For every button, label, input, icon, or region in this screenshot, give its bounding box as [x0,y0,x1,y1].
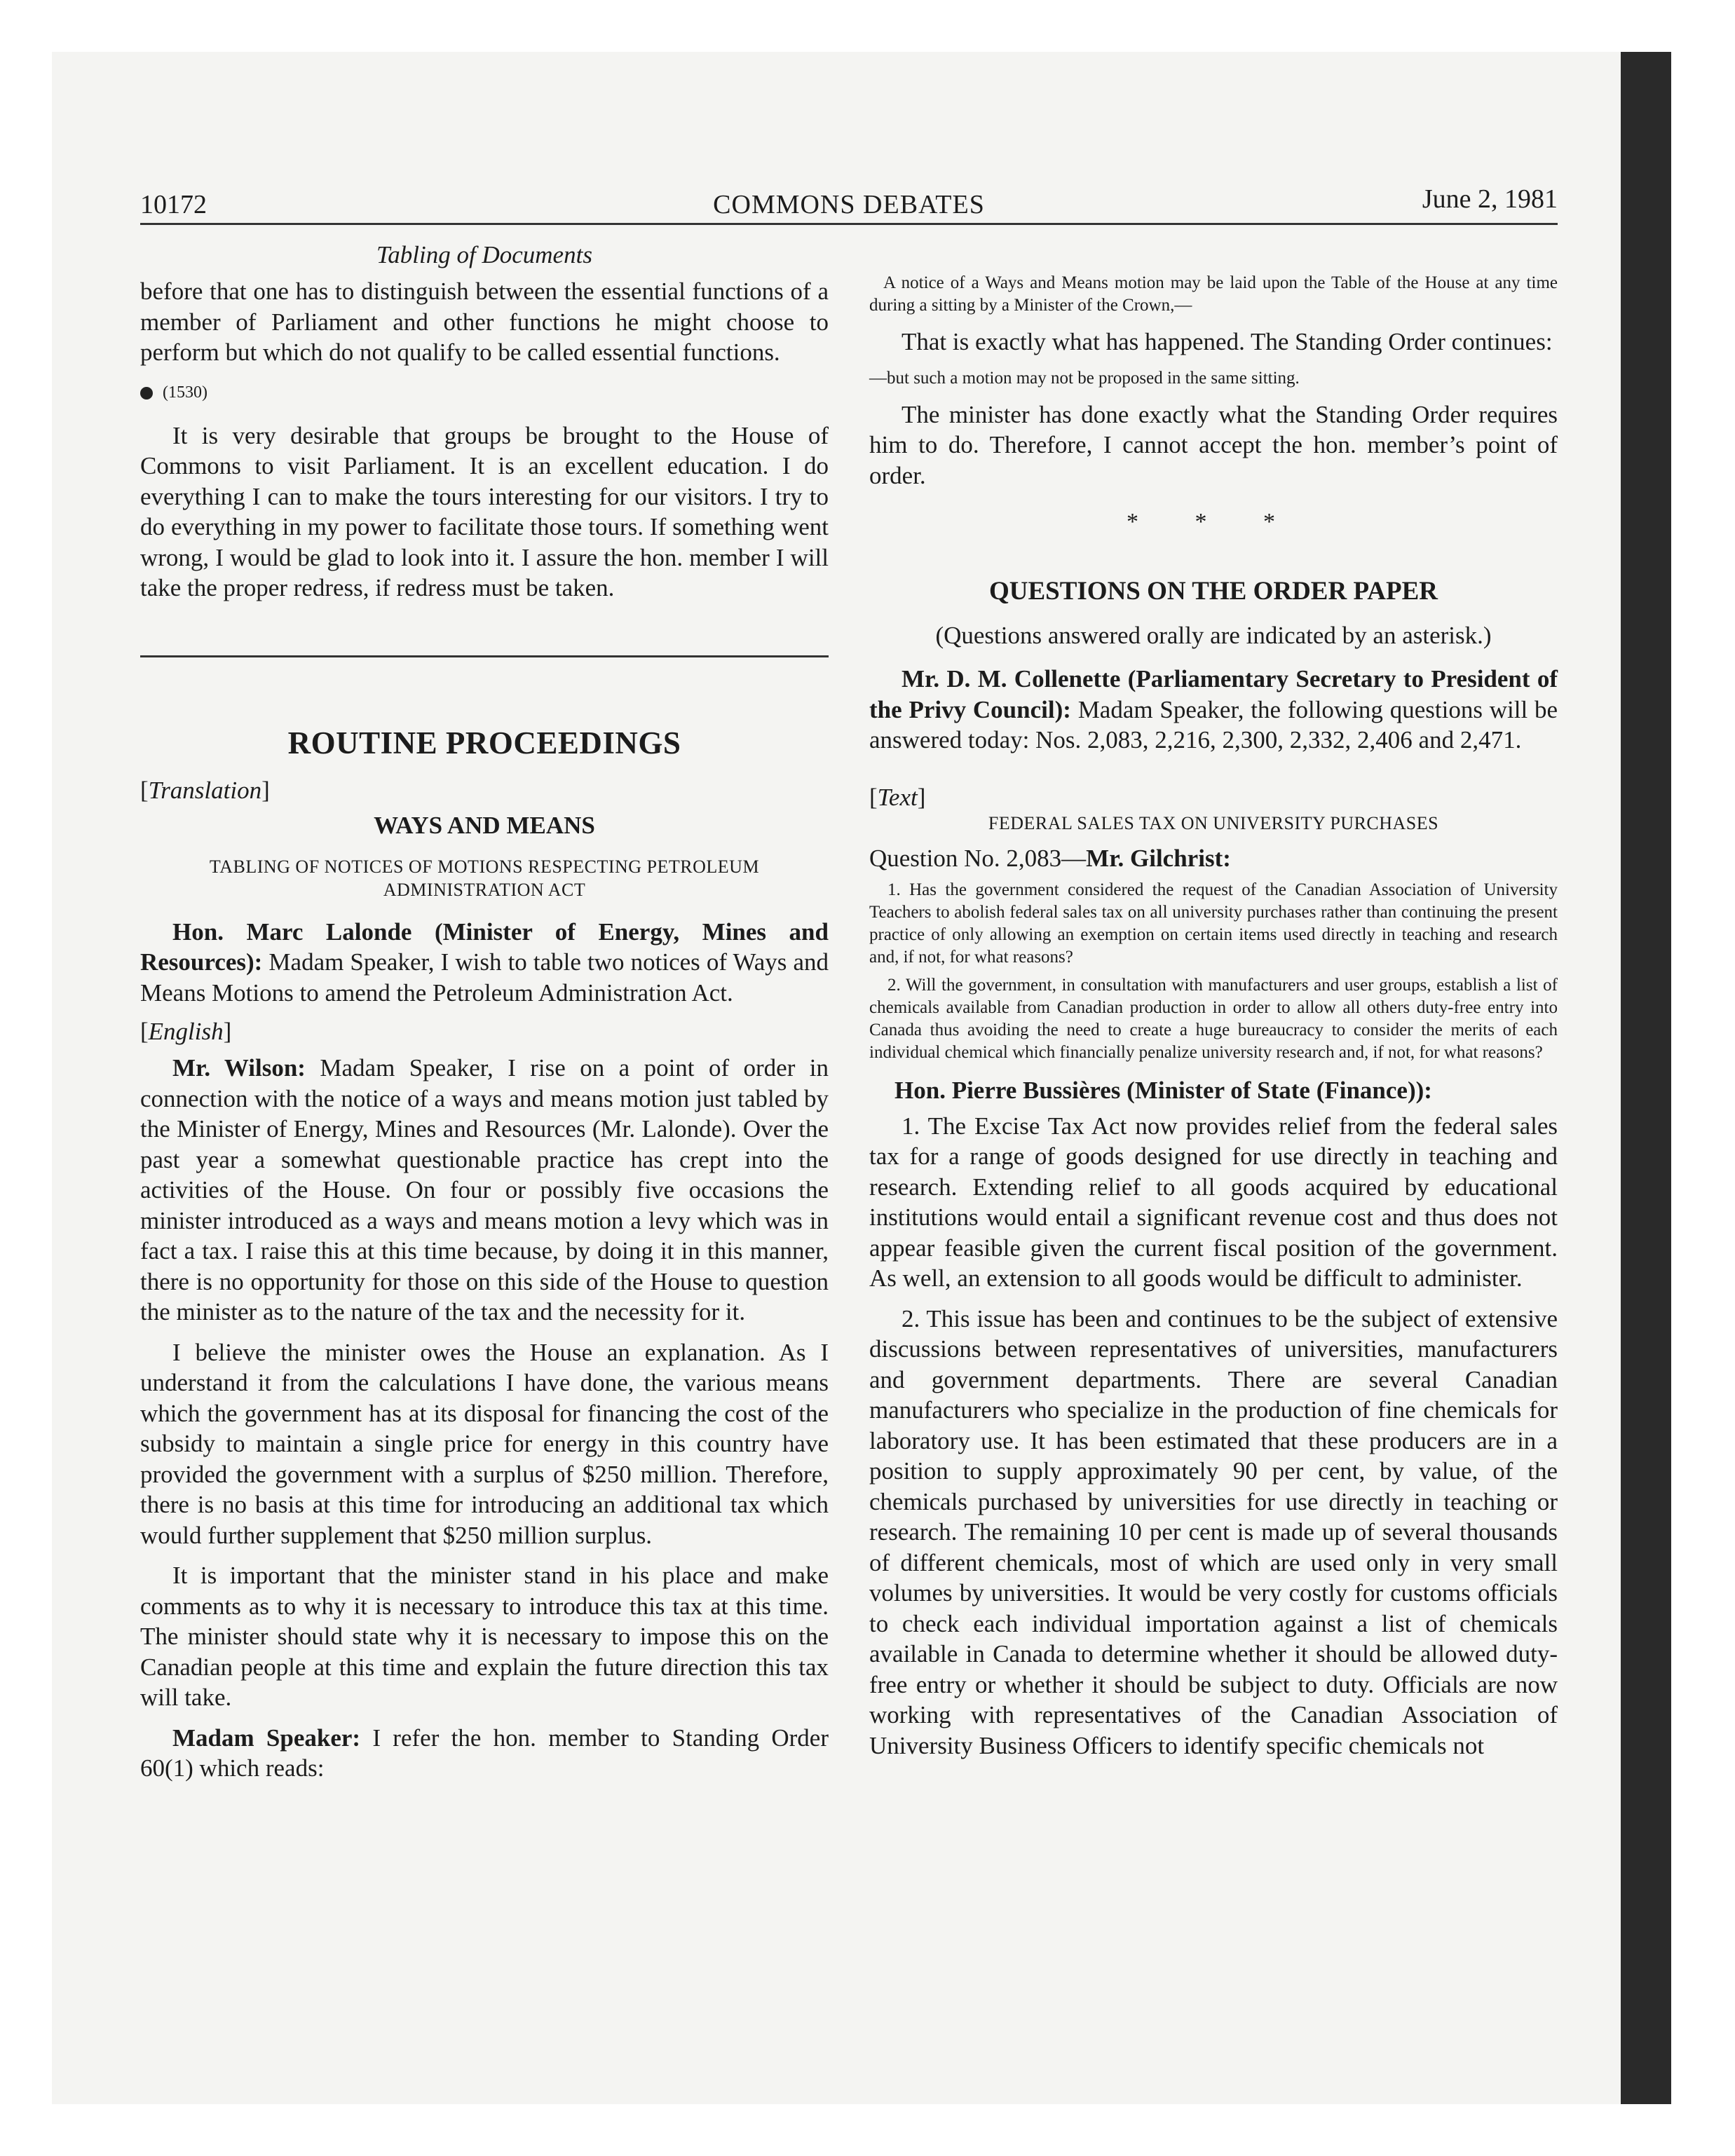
right-column [869,236,1558,1770]
speech-lalonde [140,917,829,1009]
page-number: 10172 [140,190,207,219]
speaker-name: Madam Speaker: [172,1724,361,1752]
question-heading [869,843,1558,873]
time-marker [140,383,829,402]
language-note-text: Text [877,783,918,811]
subsection-title: WAYS AND MEANS [374,811,595,839]
subsubsection-title: TABLING OF NOTICES OF MOTIONS RESPECTING PETROLEUM ADMINISTRATION ACT [209,856,760,900]
language-note: [Text] [869,783,926,811]
paragraph: That is exactly what has happened. The Standing Order continues: [901,328,1553,355]
language-note-text: English [148,1018,224,1045]
section-title: ROUTINE PROCEEDINGS [287,725,681,760]
answer-part-2: 2. This issue has been and continues to be the subject of extensive discussions between representatives of universities, manufacturers and government departments. There are several Canadian manufacturers who specialize in the production of fine chemicals for laboratory use. It has been estimated that these producers are in a position to supply approximately 90 per cent, by value, of the chemicals purchased by universities for use directly in teaching or research. The remaining 10 per cent is made up of several thousands of different chemicals, most of which are used only in very small volumes by universities. It would be very costly for customs officials to check each individual importation against a list of chemicals available in Canada to determine whether it should be allowed duty-free entry or whether it should be subject to duty. Officials are now working with representatives of the Canadian Association of University Business Officers to identify specific chemicals not [869,1304,1558,1759]
speech-text: Madam Speaker, the following questions will be answered today: Nos. 2,083, 2,216, 2,300, 2,332, 2,406 and 2,471. [869,695,1558,753]
speaker-name: Hon. Pierre Bussières (Minister of State (Finance)): [894,1076,1432,1104]
paragraph: The minister has done exactly what the Standing Order requires him to do. Therefore, I cannot accept the hon. member’s point of order. [869,400,1558,489]
speech-text: I refer the hon. member to Standing Order 60(1) which reads: [140,1724,829,1782]
publication-title: COMMONS DEBATES [713,190,985,219]
section-title: QUESTIONS ON THE ORDER PAPER [988,577,1438,606]
speech-collenette [869,664,1558,756]
speaker-name: Mr. Wilson: [172,1054,306,1082]
question-member: Mr. Gilchrist: [1086,844,1231,872]
asterisk-note: (Questions answered orally are indicated by an asterisk.) [935,622,1492,649]
question-number: Question No. 2,083— [869,844,1087,872]
section-break-stars: * * * [1127,509,1300,535]
quotation: —but such a motion may not be proposed in the same sitting. [869,368,1300,388]
speech-text: Madam Speaker, I rise on a point of order in connection with the notice of a ways and means motion just tabled by the Minister of Energy, Mines and Resources (Mr. Lalonde). Over the past year a somewhat questionable practice has crept into the activities of the House. On four or possibly five occasions the minister introduced as a ways and means motion a levy which was in fact a tax. I raise this at this time because, by doing it in this manner, there is no opportunity for those on this side of the House to question the minister as to the nature of the tax and the necessity for it. [140,1054,829,1325]
binding-edge [1621,52,1671,2104]
paragraph: It is important that the minister stand in his place and make comments as to why it is necessary to introduce this tax at this time. The minister should state why it is necessary to impose this on the Canadian people at this time and explain the future direction this tax will take. [140,1562,829,1711]
answer-part-1: 1. The Excise Tax Act now provides relief from the federal sales tax for a range of goods designed for use directly in teaching and research. Extending relief to all goods acquired by educational institutions would entail a significant revenue cost and thus does not appear feasible given the current fiscal position of the government. As well, an extension to all goods would be difficult to administer. [869,1112,1558,1292]
paragraph: before that one has to distinguish between the essential functions of a member of Parliament and other functions he might choose to perform but which do not qualify to be called essential functions. [140,278,829,366]
language-note: [Translation] [140,776,270,804]
language-note: [English] [140,1018,232,1045]
question-part-2: 2. Will the government, in consultation with manufacturers and user groups, establish a list of chemicals available from Canadian production in order to allow all others duty-free entry into Canada thus avoiding the need to create a huge bureaucracy to consider the merits of each individual chemical which financially penalize university research and, if not, for what reasons? [869,975,1558,1062]
speaker-name: Mr. D. M. Collenette (Parliamentary Secretary to President of the Privy Council): [869,665,1558,723]
quotation: A notice of a Ways and Means motion may be laid upon the Table of the House at any time during a sitting by a Minister of the Crown,— [869,273,1558,315]
speech-text: Madam Speaker, I wish to table two notices of Ways and Means Motions to amend the Petroleum Administration Act. [140,948,829,1007]
page-date: June 2, 1981 [1422,184,1558,214]
language-note-text: Translation [148,776,262,804]
running-head: Tabling of Documents [376,241,592,268]
speaker-name: Hon. Marc Lalonde (Minister of Energy, Mines and Resources): [140,917,829,976]
bullet-icon [140,387,153,400]
answer-heading [869,1075,1558,1105]
paragraph: It is very desirable that groups be brought to the House of Commons to visit Parliament. It is an excellent education. I do everything I can to make the tours interesting for our visitors. I try to do everything in my power to facilitate those tours. If something went wrong, I would be glad to look into it. I assure the hon. member I will take the proper redress, if redress must be taken. [140,421,829,601]
left-column [140,236,829,1794]
speech-speaker [140,1723,829,1784]
question-part-1: 1. Has the government considered the request of the Canadian Association of University Teachers to abolish federal sales tax on all university purchases rather than continuing the present practice of only allowing an exemption on certain items used directly in teaching and research and, if not, for what reasons? [869,880,1558,967]
paragraph: I believe the minister owes the House an explanation. As I understand it from the calculations I have done, the various means which the government has at its disposal for financing the cost of the subsidy to maintain a single price for energy in this country have provided the government with a surplus of $250 million. Therefore, there is no basis at this time for introducing an additional tax which would further supplement that $250 million surplus. [140,1338,829,1549]
header-rule [140,223,1558,225]
page-header [140,184,1558,226]
speech-wilson [140,1053,829,1328]
time-marker-text: (1530) [163,383,207,402]
question-title: FEDERAL SALES TAX ON UNIVERSITY PURCHASES [988,812,1439,833]
